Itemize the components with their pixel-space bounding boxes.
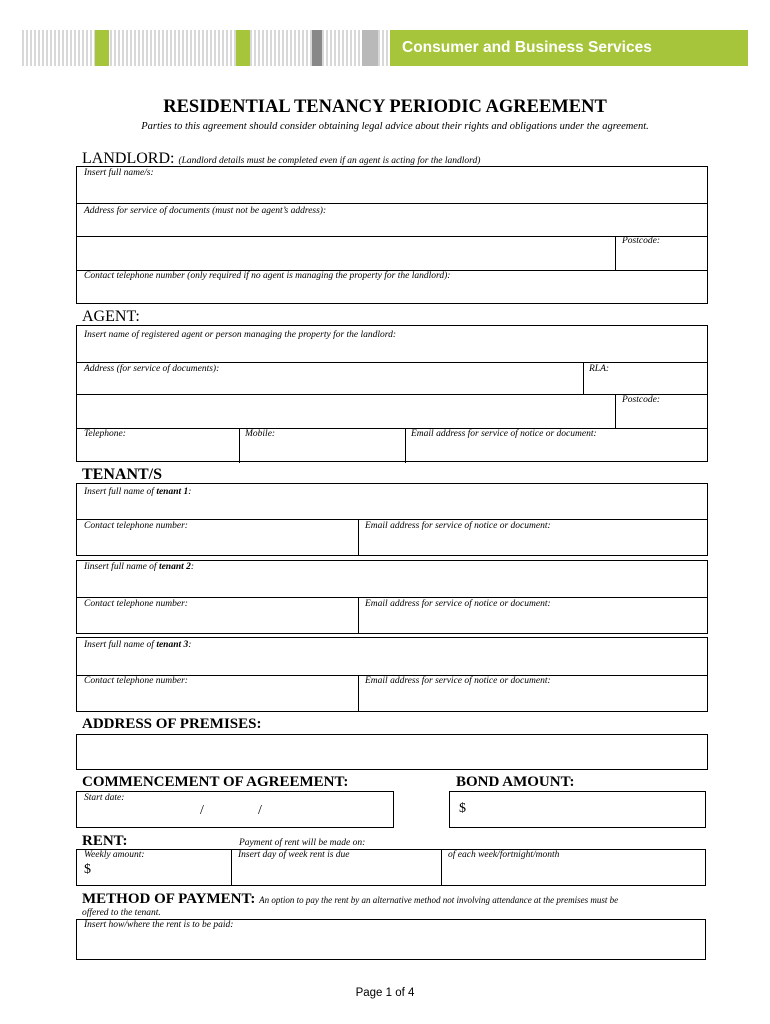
payment-note-continued: offered to the tenant. [82, 908, 161, 918]
payment-note: An option to pay the rent by an alternative method not involving attendance at the premises must be [259, 895, 619, 905]
tenants-section-heading: TENANT/S [82, 466, 163, 483]
landlord-box [76, 166, 708, 304]
agent-mobile-field[interactable]: Mobile: [245, 429, 276, 439]
page-number: Page 1 of 4 [355, 987, 415, 999]
commencement-section-heading: COMMENCEMENT OF AGREEMENT: [82, 774, 349, 790]
brand-banner: Consumer and Business Services [390, 30, 748, 66]
agent-postcode-field[interactable]: Postcode: [622, 395, 660, 405]
tenant3-name-field[interactable]: Insert full name of tenant 3: [84, 640, 192, 650]
premises-address-field[interactable] [76, 734, 708, 770]
header-stripe-pattern [22, 30, 390, 66]
rent-due-day-field[interactable]: Insert day of week rent is due [238, 850, 350, 860]
landlord-section-heading: LANDLORD: (Landlord details must be completed even if an agent is acting for the landlord) [82, 150, 481, 167]
landlord-address-field[interactable]: Address for service of documents (must not be agent’s address): [84, 206, 327, 216]
start-date-label: Start date: [84, 793, 125, 803]
header-stripe-grey [362, 30, 378, 66]
page-title: RESIDENTIAL TENANCY PERIODIC AGREEMENT [163, 97, 607, 117]
premises-section-heading: ADDRESS OF PREMISES: [82, 716, 262, 732]
payment-method-field[interactable]: Insert how/where the rent is to be paid: [84, 920, 234, 930]
header-stripe-dark [312, 30, 322, 66]
bond-amount-field[interactable] [449, 791, 706, 828]
rent-period-field[interactable]: of each week/fortnight/month [448, 850, 560, 860]
agent-address-field[interactable]: Address (for service of documents): [84, 364, 220, 374]
agent-telephone-field[interactable]: Telephone: [84, 429, 126, 439]
tenant2-email-field[interactable]: Email address for service of notice or document: [365, 599, 551, 609]
header-stripe-accent [95, 30, 109, 66]
agent-name-field[interactable]: Insert name of registered agent or person managing the property for the landlord: [84, 330, 397, 340]
landlord-phone-field[interactable]: Contact telephone number (only required if no agent is managing the property for the landlord): [84, 271, 451, 281]
tenant1-email-field[interactable]: Email address for service of notice or document: [365, 521, 551, 531]
tenant3-phone-field[interactable]: Contact telephone number: [84, 676, 188, 686]
landlord-postcode-field[interactable]: Postcode: [622, 236, 660, 246]
page-subtitle: Parties to this agreement should consider obtaining legal advice about their rights and obligations under the agreement. [141, 121, 649, 132]
tenant1-phone-field[interactable]: Contact telephone number: [84, 521, 188, 531]
header-stripe-accent [236, 30, 250, 66]
landlord-note: (Landlord details must be completed even if an agent is acting for the landlord) [178, 156, 481, 166]
rent-currency: $ [84, 862, 91, 877]
landlord-address-line2-field[interactable] [77, 236, 613, 269]
agent-box [76, 325, 708, 462]
rent-weekly-amount-field[interactable]: Weekly amount: [84, 850, 145, 860]
bond-currency: $ [459, 801, 466, 816]
start-date-slash: / [200, 803, 204, 818]
rent-payment-note: Payment of rent will be made on: [239, 838, 366, 848]
bond-section-heading: BOND AMOUNT: [456, 774, 575, 790]
tenant3-email-field[interactable]: Email address for service of notice or document: [365, 676, 551, 686]
start-date-slash: / [258, 803, 262, 818]
rent-box [76, 849, 706, 886]
tenant1-name-field[interactable]: Insert full name of tenant 1: [84, 487, 192, 497]
tenant2-phone-field[interactable]: Contact telephone number: [84, 599, 188, 609]
tenant2-name-field[interactable]: Iinsert full name of tenant 2: [84, 562, 195, 572]
payment-section-heading: METHOD OF PAYMENT: An option to pay the rent by an alternative method not involving attendance at the premises must be [82, 891, 619, 907]
agent-section-heading: AGENT: [82, 308, 140, 325]
rent-section-heading: RENT: [82, 833, 128, 849]
agent-email-field[interactable]: Email address for service of notice or document: [411, 429, 597, 439]
landlord-name-field[interactable]: Insert full name/s: [84, 168, 154, 178]
agent-rla-field[interactable]: RLA: [589, 364, 610, 374]
